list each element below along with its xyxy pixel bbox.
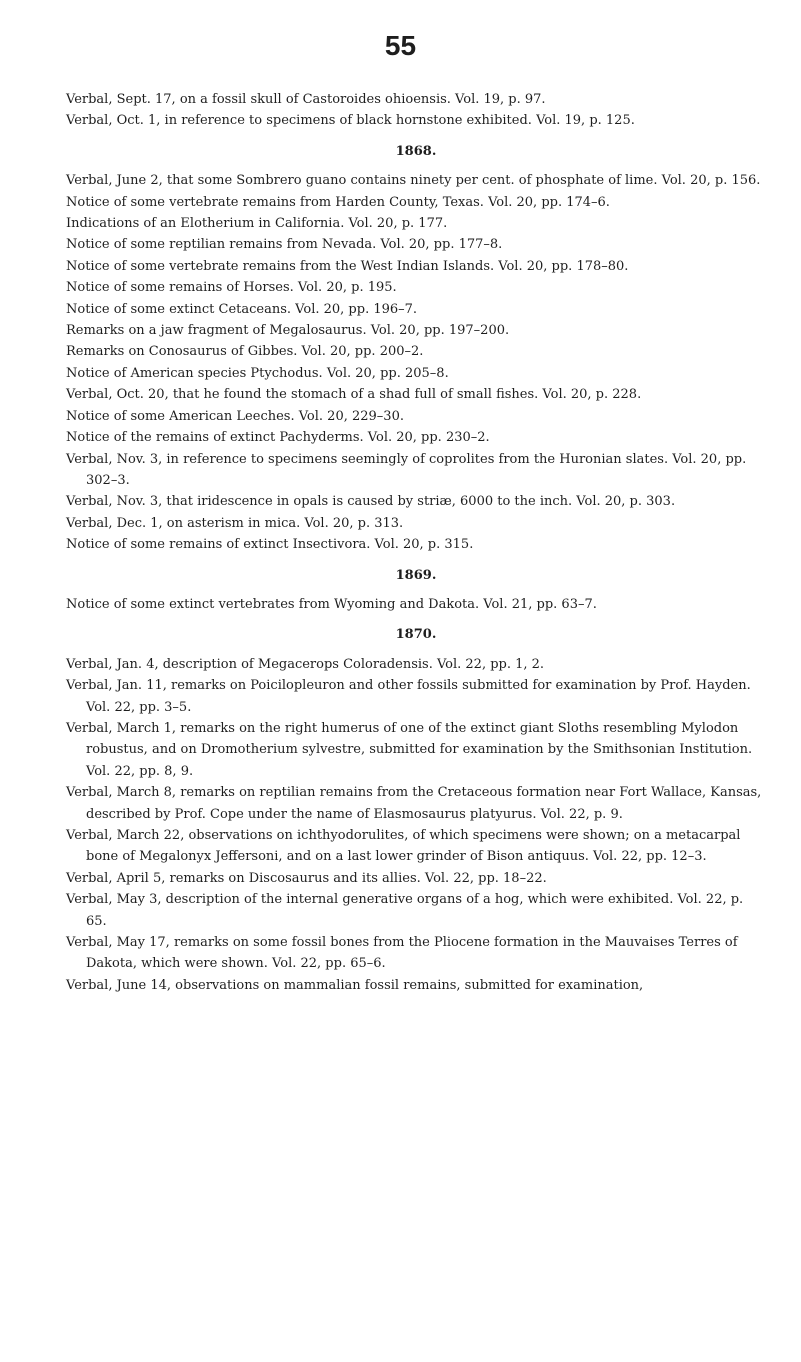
bibliography-entry: Notice of some vertebrate remains from the West Indian Islands. Vol. 20, pp. 178–80. [66, 258, 629, 274]
bibliography-entry: Verbal, March 22, observations on ichthyodorulites, of which specimens were shown; on a metacarpal bone of Megalonyx Jeffersoni, and on a last lower grinder of Bison antiquus. Vol. 22, pp. 12–3. [66, 828, 741, 865]
year-heading: 1870. [395, 627, 437, 643]
bibliography-entry: Notice of some extinct Cetaceans. Vol. 20, pp. 196–7. [66, 301, 418, 317]
bibliography-entry: Notice of some remains of extinct Insectivora. Vol. 20, p. 315. [66, 537, 474, 553]
bibliography-entry: Verbal, Nov. 3, in reference to specimens seemingly of coprolites from the Huronian slates. Vol. 20, pp. 302–3. [66, 451, 747, 488]
bibliography-entry: Notice of some American Leeches. Vol. 20, 229–30. [66, 408, 404, 424]
year-heading: 1868. [395, 143, 437, 159]
bibliography-entry: Verbal, May 17, remarks on some fossil bones from the Pliocene formation in the Mauvaises Terres of Dakota, which were shown. Vol. 22, pp. 65–6. [66, 935, 738, 972]
bibliography-entry: Notice of American species Ptychodus. Vol. 20, pp. 205–8. [66, 365, 449, 381]
bibliography-entry: Verbal, Oct. 20, that he found the stomach of a shad full of small fishes. Vol. 20, p. 228. [66, 387, 642, 403]
bibliography-entry: Verbal, May 3, description of the internal generative organs of a hog, which were exhibited. Vol. 22, p. 65. [66, 892, 744, 929]
bibliography-list [66, 89, 766, 996]
bibliography-entry: Verbal, June 14, observations on mammalian fossil remains, submitted for examination, [66, 977, 644, 993]
bibliography-entry: Verbal, Jan. 4, description of Megacerops Coloradensis. Vol. 22, pp. 1, 2. [66, 656, 545, 672]
bibliography-entry: Notice of some reptilian remains from Nevada. Vol. 20, pp. 177–8. [66, 237, 503, 253]
page-number: 55 [384, 30, 417, 61]
bibliography-entry: Verbal, March 1, remarks on the right humerus of one of the extinct giant Sloths resembling Mylodon robustus, and on Dromotherium sylvestre, submitted for examination by the Smithsonian Institution. Vol. 22, pp. 8, 9. [66, 720, 753, 779]
bibliography-entry: Remarks on a jaw fragment of Megalosaurus. Vol. 20, pp. 197–200. [66, 323, 510, 339]
bibliography-entry: Verbal, Dec. 1, on asterism in mica. Vol. 20, p. 313. [66, 515, 404, 531]
year-heading: 1869. [395, 567, 437, 583]
bibliography-entry: Indications of an Elotherium in California. Vol. 20, p. 177. [66, 216, 448, 232]
bibliography-entry: Notice of some vertebrate remains from Harden County, Texas. Vol. 20, pp. 174–6. [66, 194, 610, 210]
bibliography-entry: Verbal, Sept. 17, on a fossil skull of Castoroides ohioensis. Vol. 19, p. 97. [66, 92, 546, 107]
bibliography-entry: Notice of the remains of extinct Pachyderms. Vol. 20, pp. 230–2. [66, 430, 490, 446]
bibliography-entry: Verbal, Nov. 3, that iridescence in opals is caused by striæ, 6000 to the inch. Vol. 20, p. 303. [66, 494, 676, 510]
bibliography-entry: Verbal, June 2, that some Sombrero guano contains ninety per cent. of phosphate of lime. Vol. 20, p. 156. [66, 173, 761, 189]
bibliography-entry: Verbal, Oct. 1, in reference to specimens of black hornstone exhibited. Vol. 19, p. 125. [66, 113, 635, 129]
bibliography-entry: Verbal, April 5, remarks on Discosaurus and its allies. Vol. 22, pp. 18–22. [66, 870, 547, 886]
bibliography-entry: Remarks on Conosaurus of Gibbes. Vol. 20, pp. 200–2. [66, 344, 424, 360]
bibliography-entry: Notice of some extinct vertebrates from Wyoming and Dakota. Vol. 21, pp. 63–7. [66, 596, 597, 612]
bibliography-entry: Notice of some remains of Horses. Vol. 20, p. 195. [66, 280, 397, 296]
bibliography-entry: Verbal, March 8, remarks on reptilian remains from the Cretaceous formation near Fort Wallace, Kansas, described by Prof. Cope under the name of Elasmosaurus platyurus. Vol. 22, p. 9. [66, 785, 762, 822]
bibliography-entry: Verbal, Jan. 11, remarks on Poicilopleuron and other fossils submitted for examination by Prof. Hayden. Vol. 22, pp. 3–5. [66, 678, 751, 715]
